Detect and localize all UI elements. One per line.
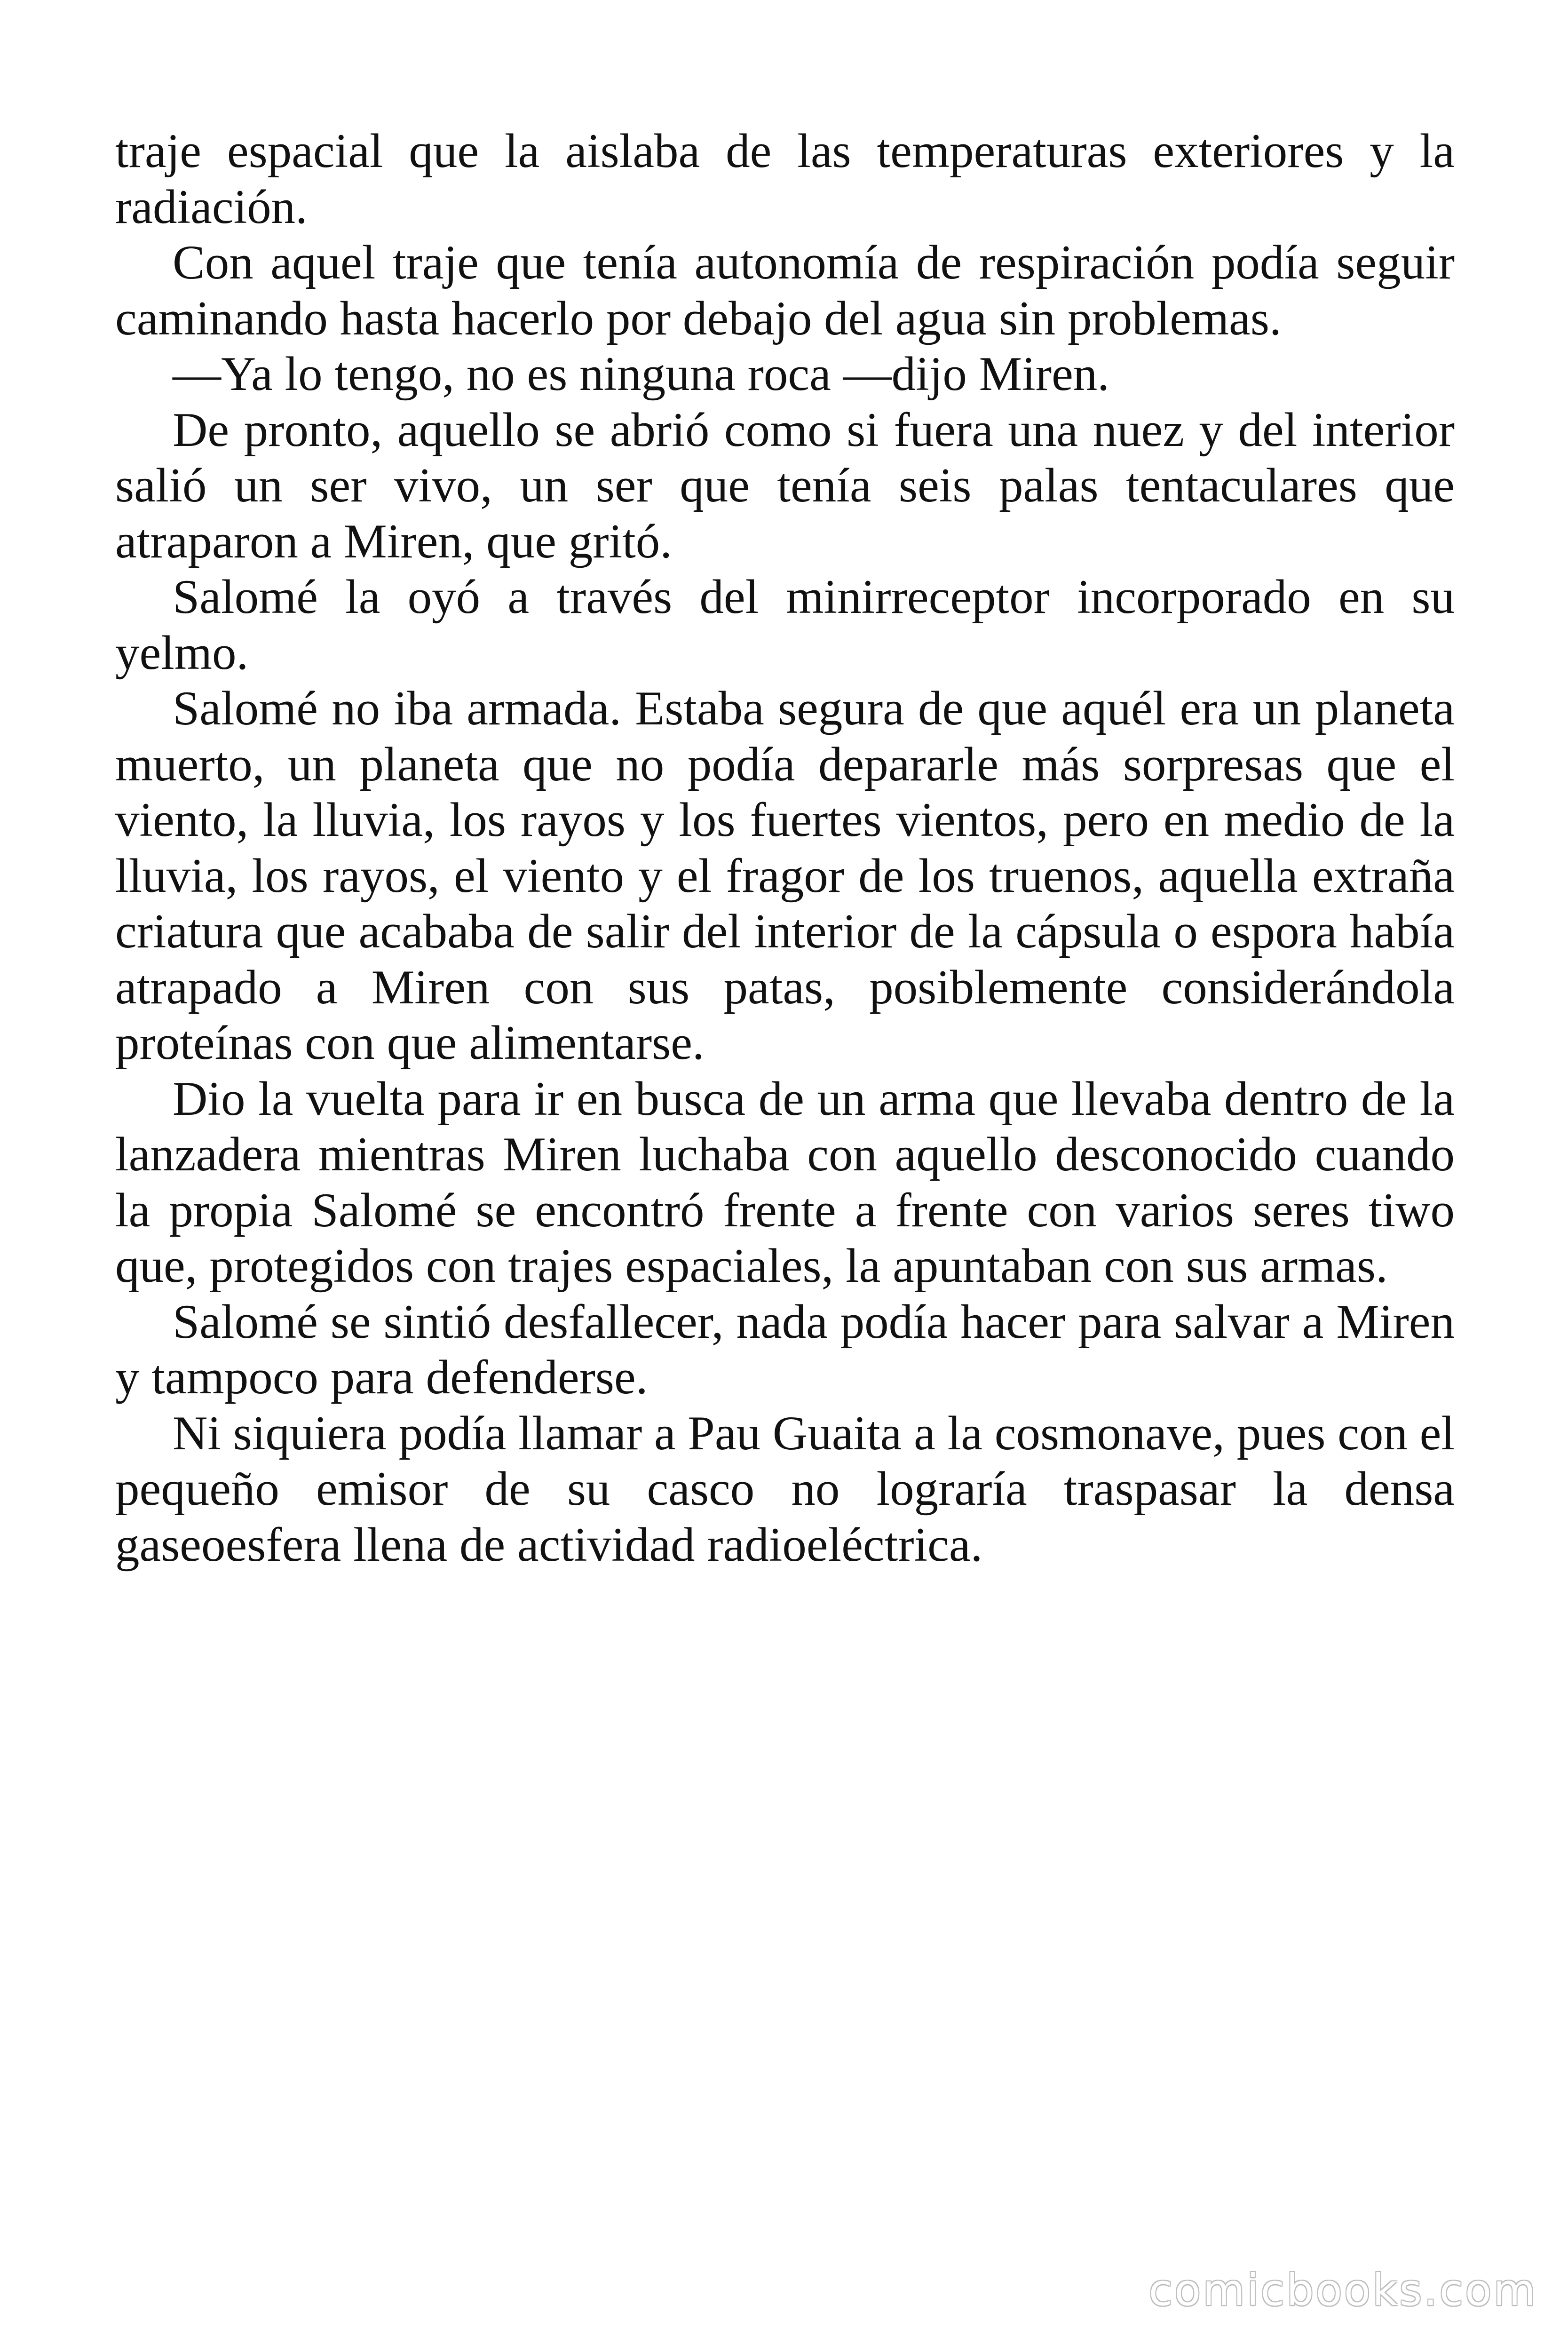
paragraph: Salomé la oyó a través del minirreceptor incorporado en su yelmo.: [115, 570, 1455, 680]
paragraph: Salomé no iba armada. Estaba segura de que aquél era un planeta muerto, un planeta que no podía depararle más sorpresas que el viento, la lluvia, los rayos y los fuertes vientos, pero en medio de la lluvia, los rayos, el viento y el fragor de los truenos, aquella extraña criatura que acababa de salir del interior de la cápsula o espora había atrapado a Miren con sus patas, posiblemente considerándola proteínas con que alimentarse.: [115, 682, 1455, 1070]
paragraph: Salomé se sintió desfallecer, nada podía hacer para salvar a Miren y tampoco para defenderse.: [115, 1295, 1455, 1404]
paragraph: De pronto, aquello se abrió como si fuera una nuez y del interior salió un ser vivo, un ser que tenía seis palas tentaculares que atraparon a Miren, que gritó.: [115, 403, 1455, 568]
paragraph-continuation: traje espacial que la aislaba de las temperaturas exteriores y la radiación.: [115, 124, 1455, 234]
paragraph: Dio la vuelta para ir en busca de un arma que llevaba dentro de la lanzadera mientras Miren luchaba con aquello desconocido cuando la propia Salomé se encontró frente a frente con varios seres tiwo que, protegidos con trajes espaciales, la apuntaban con sus armas.: [115, 1072, 1455, 1293]
site-watermark: comicbooks.com: [1148, 2265, 1537, 2315]
paragraph: Ni siquiera podía llamar a Pau Guaita a la cosmonave, pues con el pequeño emisor de su casco no lograría traspasar la densa gaseoesfera llena de actividad radioeléctrica.: [115, 1406, 1455, 1572]
body-text: [115, 123, 1455, 1573]
paragraph: Con aquel traje que tenía autonomía de respiración podía seguir caminando hasta hacerlo por debajo del agua sin problemas.: [115, 236, 1455, 345]
paragraph-dialogue: —Ya lo tengo, no es ninguna roca —dijo Miren.: [173, 347, 1110, 401]
